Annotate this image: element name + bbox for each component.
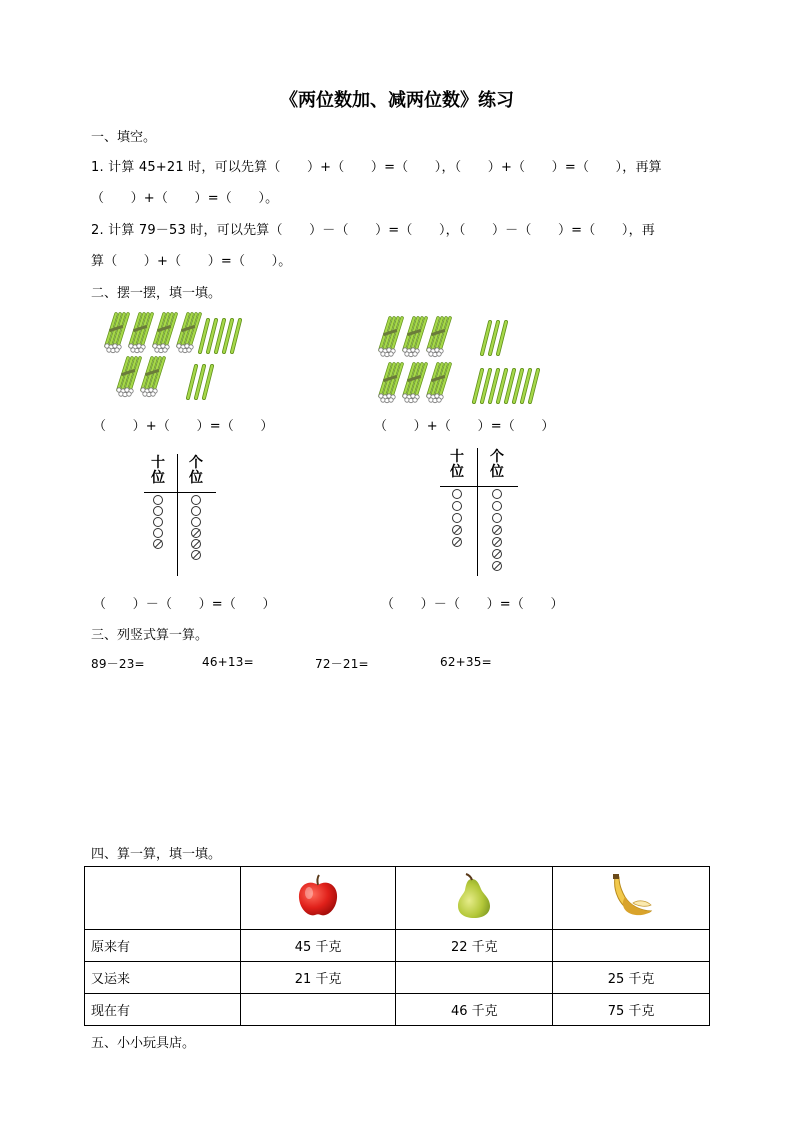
section-2-heading: 二、摆一摆，填一填。 xyxy=(91,286,222,301)
row-label: 现在有 xyxy=(85,994,241,1026)
bundle-icon xyxy=(403,364,426,403)
banana-cell xyxy=(553,867,710,930)
single-sticks-icon xyxy=(216,320,224,352)
crossed-bead xyxy=(452,525,462,535)
section-1-heading: 一、填空。 xyxy=(91,130,157,145)
bundle-icon xyxy=(379,364,402,403)
single-sticks-icon xyxy=(208,320,216,352)
crossed-bead xyxy=(191,550,201,560)
q2-line2: 算（ ）+（ ）=（ ）。 xyxy=(91,254,292,269)
single-sticks-icon xyxy=(498,370,506,402)
single-sticks-icon xyxy=(522,370,530,402)
crossed-bead xyxy=(492,525,502,535)
bead xyxy=(492,501,502,511)
q2-line1: 2. 计算 79－53 时，可以先算（ ）－（ ）=（ ），（ ）－（ ）=（ ），再 xyxy=(91,223,655,238)
table-cell xyxy=(553,930,710,962)
sticks-equation-left: （ ）+（ ）=（ ） xyxy=(93,419,274,434)
apple-icon xyxy=(295,873,341,919)
single-sticks-icon xyxy=(200,320,208,352)
table-cell: 21 千克 xyxy=(240,962,396,994)
calc-item-3: 72－21= xyxy=(315,657,369,671)
abacus-left xyxy=(140,452,220,578)
table-cell xyxy=(396,962,553,994)
bundle-icon xyxy=(117,358,140,397)
single-sticks-icon xyxy=(506,370,514,402)
ones-label: 个 位 xyxy=(189,455,203,486)
crossed-bead xyxy=(492,561,502,571)
bundle-icon xyxy=(379,318,402,357)
banana-icon xyxy=(607,873,655,919)
ones-label: 个 位 xyxy=(490,449,504,480)
single-sticks-icon xyxy=(490,322,498,354)
bead xyxy=(452,501,462,511)
sticks-picture-left xyxy=(102,310,262,410)
bead xyxy=(452,513,462,523)
single-sticks-icon xyxy=(196,366,204,398)
bead xyxy=(492,489,502,499)
sticks-right-svg xyxy=(376,314,546,410)
page-title: 《两位数加、减两位数》练习 xyxy=(280,90,514,111)
bundle-icon xyxy=(427,318,450,357)
bundle-icon xyxy=(427,364,450,403)
fruit-table xyxy=(84,866,710,1026)
single-sticks-icon xyxy=(204,366,212,398)
single-sticks-icon xyxy=(530,370,538,402)
calc-item-4: 62+35= xyxy=(440,655,492,669)
q1-line1: 1. 计算 45+21 时，可以先算（ ）+（ ）=（ ），（ ）+（ ）=（ ），再算 xyxy=(91,160,662,175)
bundle-icon xyxy=(403,318,426,357)
bead xyxy=(153,506,163,516)
sticks-picture-right xyxy=(376,314,546,410)
bead xyxy=(452,489,462,499)
section-4-heading: 四、算一算，填一填。 xyxy=(91,847,222,862)
bead xyxy=(191,517,201,527)
bead xyxy=(153,528,163,538)
crossed-bead xyxy=(452,537,462,547)
table-cell: 75 千克 xyxy=(553,994,710,1026)
section-3-heading: 三、列竖式算一算。 xyxy=(91,628,209,643)
table-header-row xyxy=(85,867,710,930)
calc-item-2: 46+13= xyxy=(202,655,254,669)
bead xyxy=(153,517,163,527)
bead xyxy=(191,495,201,505)
table-row xyxy=(85,994,710,1026)
q1-line2: （ ）+（ ）=（ ）。 xyxy=(91,191,279,206)
single-sticks-icon xyxy=(224,320,232,352)
apple-cell xyxy=(240,867,396,930)
single-sticks-icon xyxy=(474,370,482,402)
table-row xyxy=(85,962,710,994)
single-sticks-icon xyxy=(514,370,522,402)
row-label: 原来有 xyxy=(85,930,241,962)
table-cell: 45 千克 xyxy=(240,930,396,962)
tens-label: 十 位 xyxy=(151,455,165,486)
bead xyxy=(191,506,201,516)
crossed-bead xyxy=(191,528,201,538)
single-sticks-icon xyxy=(482,322,490,354)
section-5-heading: 五、小小玩具店。 xyxy=(91,1036,196,1051)
table-cell: 22 千克 xyxy=(396,930,553,962)
single-sticks-icon xyxy=(498,322,506,354)
bundle-icon xyxy=(105,314,128,353)
crossed-bead xyxy=(492,537,502,547)
sticks-equation-right: （ ）+（ ）=（ ） xyxy=(374,419,555,434)
sticks-left-svg xyxy=(102,310,262,410)
table-corner-cell xyxy=(85,867,241,930)
bundle-icon xyxy=(177,314,200,353)
bundle-icon xyxy=(141,358,164,397)
bead xyxy=(492,513,502,523)
bundle-icon xyxy=(129,314,152,353)
calc-item-1: 89－23= xyxy=(91,657,145,671)
table-row xyxy=(85,930,710,962)
bead xyxy=(153,495,163,505)
tens-label: 十 位 xyxy=(450,449,464,480)
abacus-equation-left: （ ）－（ ）=（ ） xyxy=(93,597,276,612)
single-sticks-icon xyxy=(490,370,498,402)
crossed-bead xyxy=(191,539,201,549)
table-cell: 46 千克 xyxy=(396,994,553,1026)
abacus-right xyxy=(438,446,520,578)
bundle-icon xyxy=(153,314,176,353)
single-sticks-icon xyxy=(482,370,490,402)
abacus-equation-right: （ ）－（ ）=（ ） xyxy=(381,597,564,612)
pear-icon xyxy=(452,873,496,919)
single-sticks-icon xyxy=(232,320,240,352)
crossed-bead xyxy=(492,549,502,559)
table-cell xyxy=(240,994,396,1026)
row-label: 又运来 xyxy=(85,962,241,994)
crossed-bead xyxy=(153,539,163,549)
single-sticks-icon xyxy=(188,366,196,398)
table-cell: 25 千克 xyxy=(553,962,710,994)
pear-cell xyxy=(396,867,553,930)
